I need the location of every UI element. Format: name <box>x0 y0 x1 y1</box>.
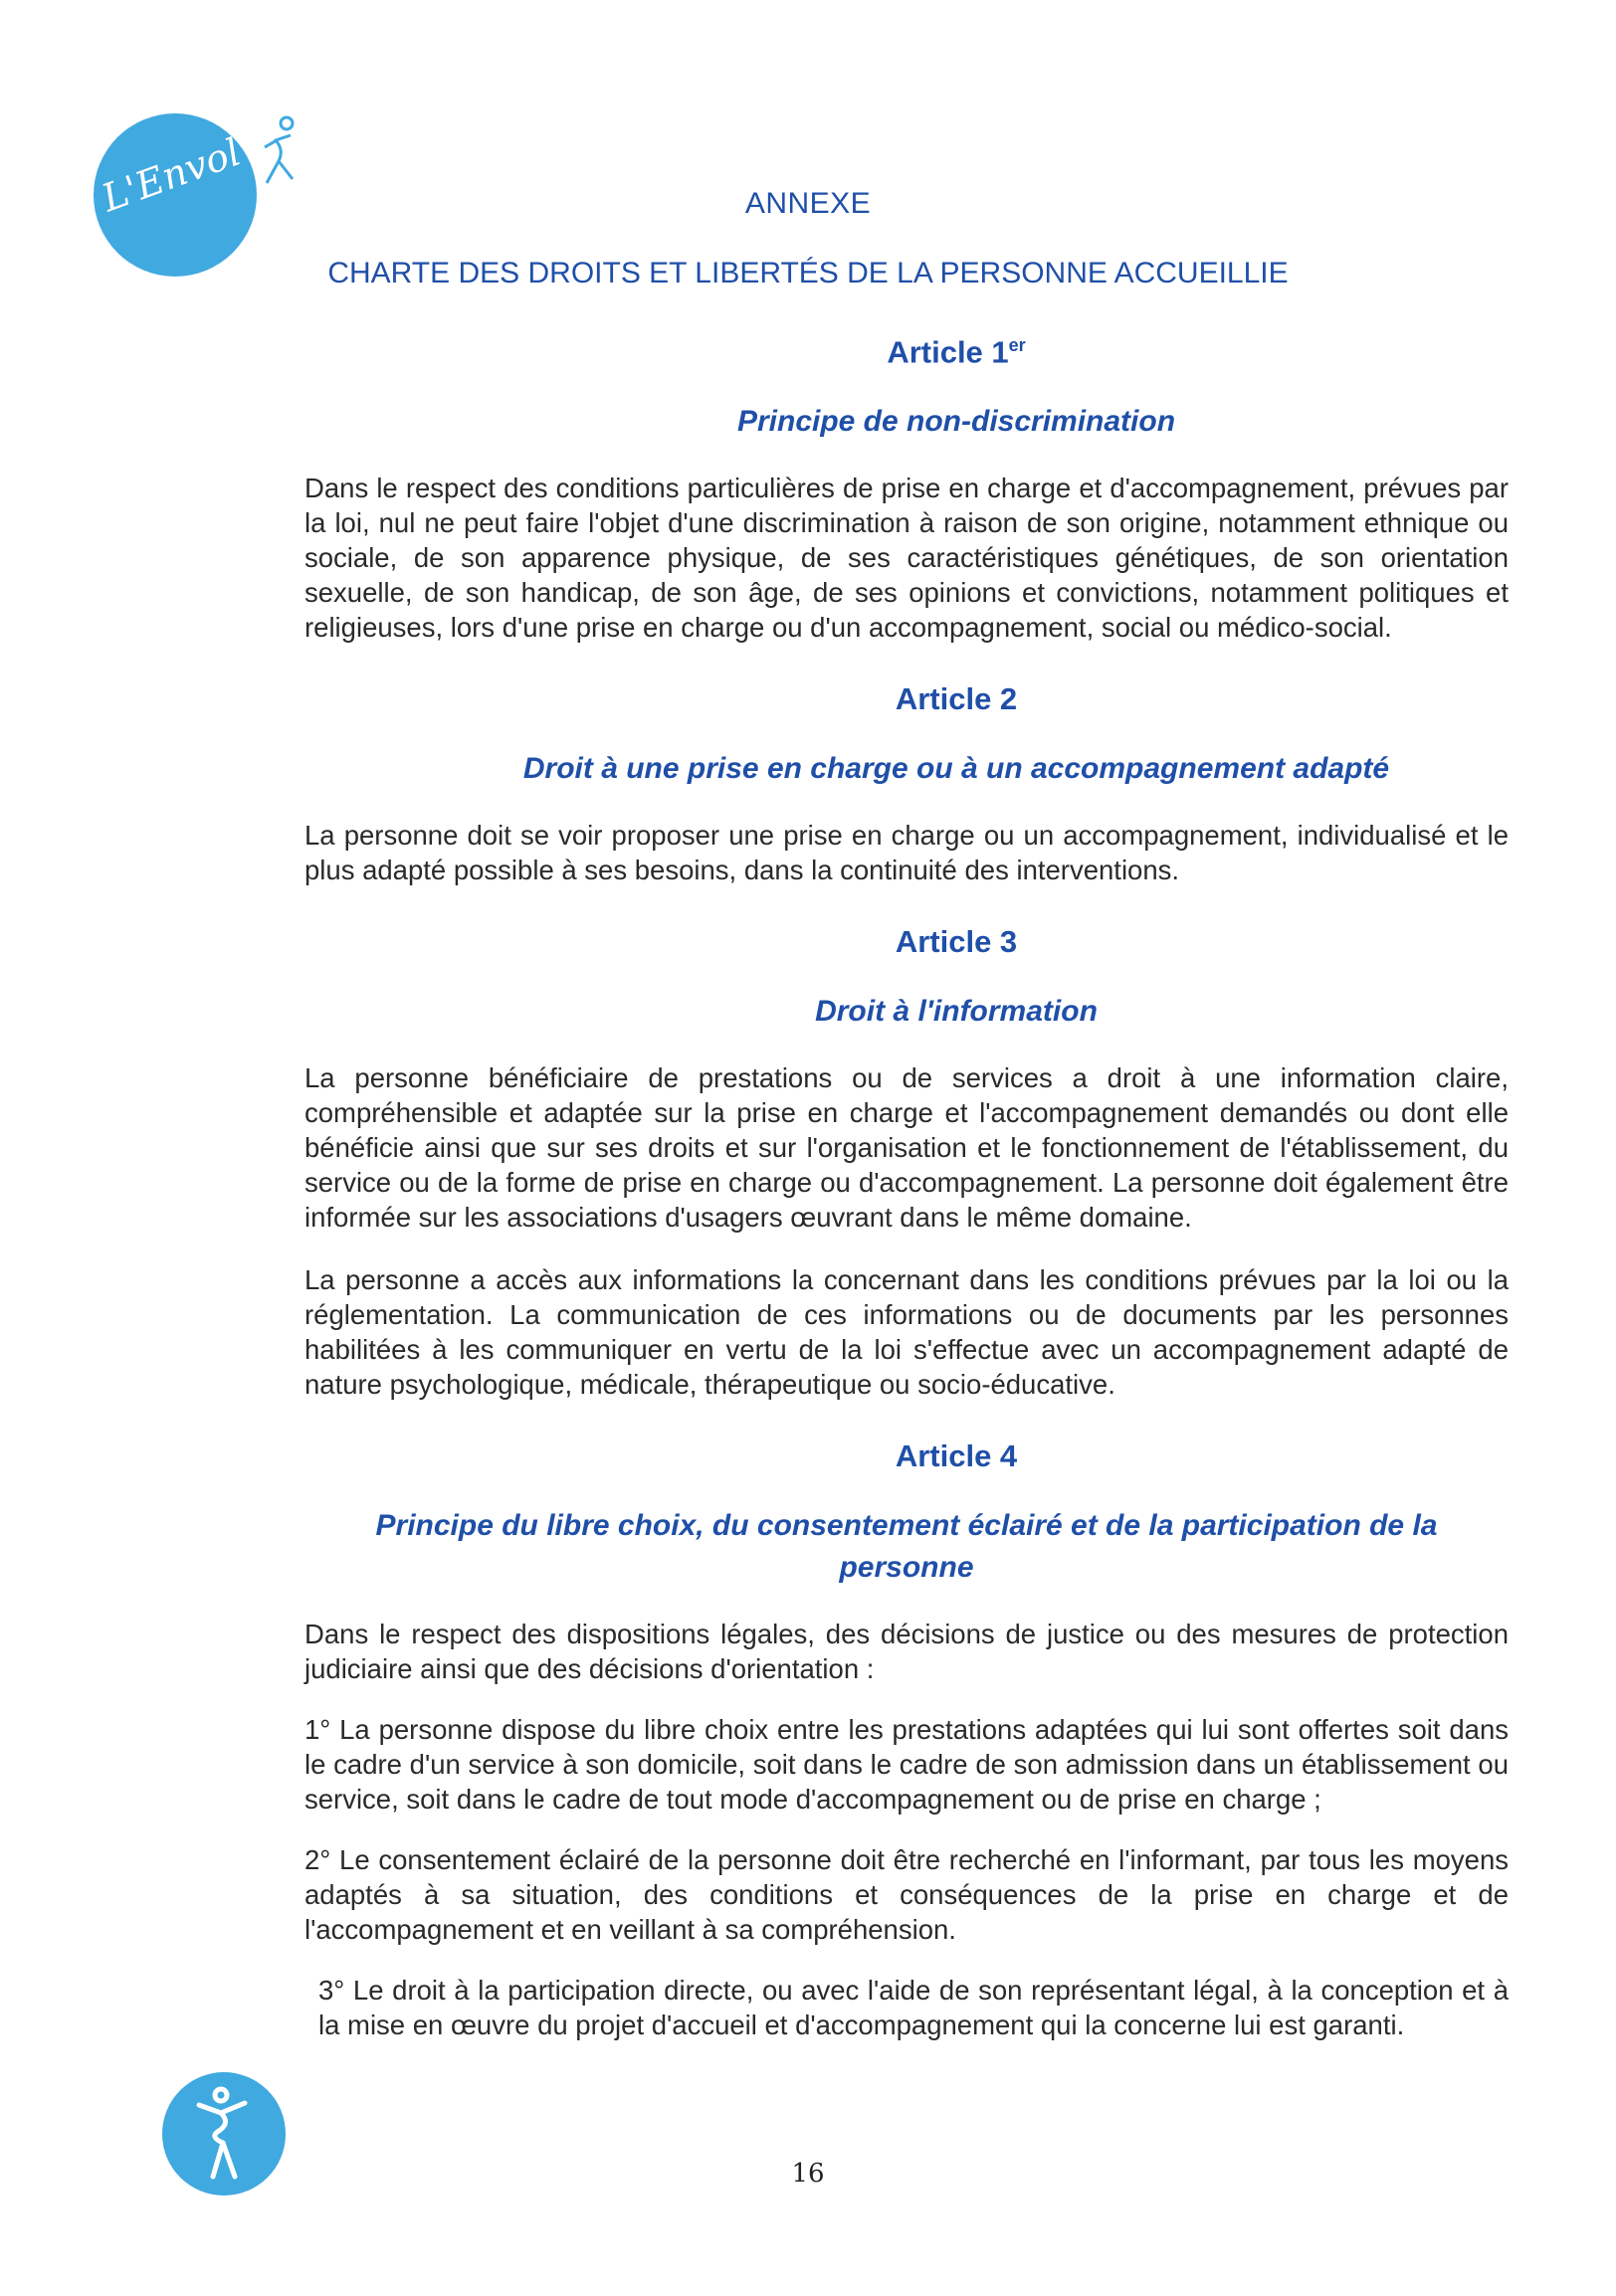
article-3 <box>304 921 1509 1402</box>
article-paragraph: 2° Le consentement éclairé de la personne doit être recherché en l'informant, par tous les moyens adaptés à sa situation, des conditions et conséquences de la prise en charge et de l'accompagnement et en veillant à sa compréhension. <box>304 1844 1509 1946</box>
logo-text: L'Envol <box>96 129 247 221</box>
article-subtitle: Droit à l'information <box>815 995 1098 1029</box>
charte-title: CHARTE DES DROITS ET LIBERTÉS DE LA PERSONNE ACCUEILLIE <box>327 257 1289 289</box>
article-title: Article 3 <box>895 924 1018 960</box>
article-subtitle: Principe du libre choix, du consentement éclairé et de la participation de la personne <box>375 1509 1438 1585</box>
article-paragraph: La personne a accès aux informations la concernant dans les conditions prévues par la loi ou la réglementation. La communication de ces informations ou de documents par les personnes habilitées à les communiquer en vertu de la loi s'effectue avec un accompagnement adapté de nature psychologique, médicale, thérapeutique ou socio-éducative. <box>304 1264 1509 1401</box>
dancing-figure-icon <box>265 117 293 183</box>
article-paragraph: La personne doit se voir proposer une prise en charge ou un accompagnement, individualisé et le plus adapté possible à ses besoins, dans la continuité des interventions. <box>304 820 1509 886</box>
article-paragraph: 3° Le droit à la participation directe, ou avec l'aide de son représentant légal, à la conception et à la mise en œuvre du projet d'accueil et d'accompagnement qui la concerne lui est garanti. <box>318 1975 1509 2041</box>
article-subtitle: Droit à une prise en charge ou à un accompagnement adapté <box>522 752 1390 786</box>
page-number: 16 <box>791 2159 825 2189</box>
article-4 <box>304 1435 1509 2042</box>
article-title: Article 4 <box>895 1438 1018 1474</box>
article-paragraph: Dans le respect des dispositions légales, des décisions de justice ou des mesures de protection judiciaire ainsi que des décisions d'orientation : <box>304 1619 1509 1685</box>
article-paragraph: 1° La personne dispose du libre choix entre les prestations adaptées qui lui sont offertes soit dans le cadre d'un service à son domicile, soit dans le cadre de son admission dans un établissement ou service, soit dans le cadre de tout mode d'accompagnement ou de prise en charge ; <box>304 1714 1509 1816</box>
article-subtitle: Principe de non-discrimination <box>736 405 1176 439</box>
article-1 <box>304 324 1509 645</box>
article-paragraph: La personne bénéficiaire de prestations ou de services a droit à une information claire, compréhensible et adaptée sur la prise en charge et l'accompagnement demandés ou dont elle bénéficie ainsi que sur ses droits et sur l'organisation et le fonctionnement de l'établissement, du service ou de la forme de prise en charge ou d'accompagnement. La personne doit également être informée sur les associations d'usagers œuvrant dans le même domaine. <box>304 1062 1509 1234</box>
article-2 <box>304 678 1509 887</box>
article-paragraph: Dans le respect des conditions particulières de prise en charge et d'accompagnement, prévues par la loi, nul ne peut faire l'objet d'une discrimination à raison de son origine, notamment ethnique ou sociale, de son apparence physique, de ses caractéristiques génétiques, de son orientation sexuelle, de son handicap, de son âge, de ses opinions et convictions, notamment politiques et religieuses, lors d'une prise en charge ou d'un accompagnement, social ou médico-social. <box>304 473 1509 644</box>
annexe-heading: ANNEXE <box>744 187 872 220</box>
charter-body <box>304 324 1509 2042</box>
article-title: Article 1er <box>887 334 1026 370</box>
article-title: Article 2 <box>895 681 1018 717</box>
